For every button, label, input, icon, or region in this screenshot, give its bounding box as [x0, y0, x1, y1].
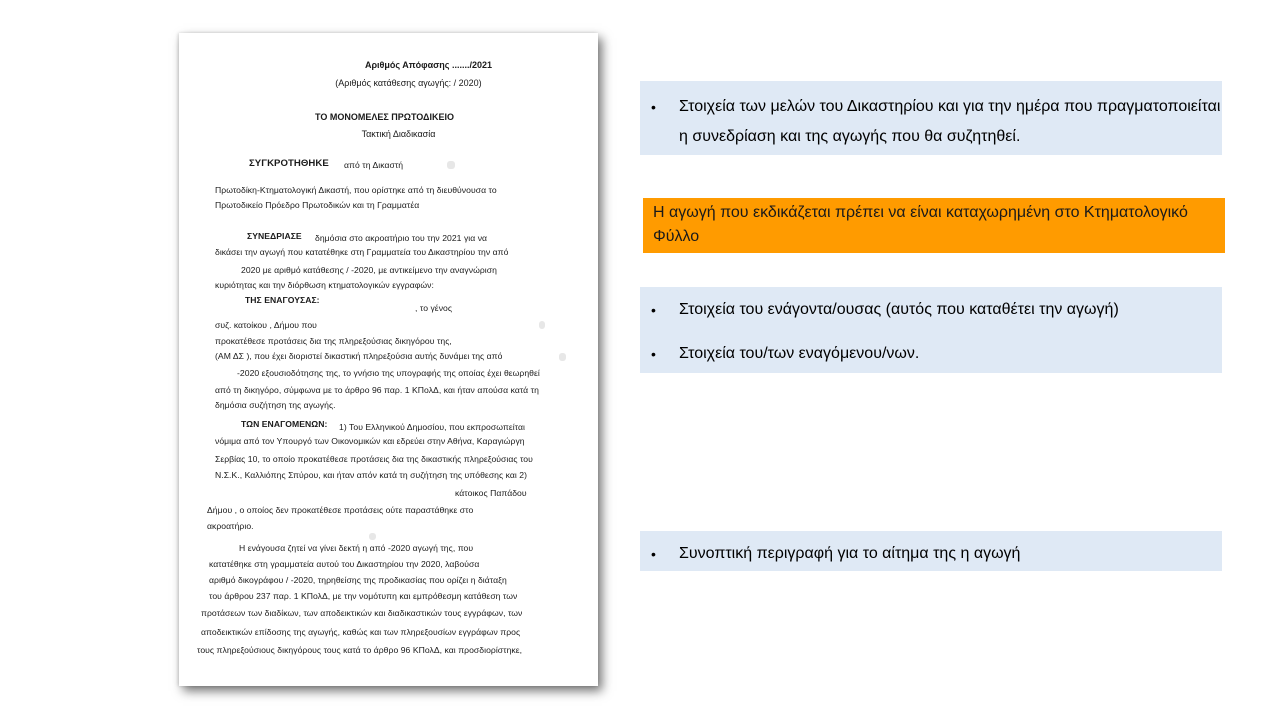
doc-line: Πρωτοδικείο Πρόεδρο Πρωτοδικών και τη Γραμματέα [215, 200, 420, 210]
doc-line: Η ενάγουσα ζητεί να γίνει δεκτή η από -2020 αγωγή της, που [239, 543, 474, 553]
doc-line: 1) Του Ελληνικού Δημοσίου, που εκπροσωπείται [339, 422, 525, 432]
callout-text: Η αγωγή που εκδικάζεται πρέπει να είναι καταχωρημένη στο Κτηματολογικό Φύλλο [653, 204, 1188, 245]
doc-line: (ΑΜ ΔΣ ), που έχει διοριστεί δικαστική πληρεξούσια αυτής δυνάμει της από [215, 351, 503, 361]
doc-line: , το γένος [415, 303, 453, 313]
bullet-list [640, 297, 1222, 367]
bullet-icon: • [651, 546, 656, 562]
doc-line: αριθμό δικογράφου / -2020, τηρηθείσης της προδικασίας που ορίζει η διάταξη [209, 575, 507, 585]
doc-line: Ν.Σ.Κ., Καλλιόπης Σπύρου, και ήταν απόν κατά τη συζήτηση της υπόθεσης και 2) [215, 470, 528, 480]
doc-line: κάτοικος Παπάδου [455, 488, 527, 498]
bullet-text: Στοιχεία του/των εναγόμενου/νων. [679, 345, 920, 362]
doc-heading-composition: ΣΥΓΚΡΟΤΗΘΗΚΕ [249, 158, 329, 169]
court-name: ΤΟ ΜΟΝΟΜΕΛΕΣ ΠΡΩΤΟΔΙΚΕΙΟ [314, 112, 455, 122]
callout-claim-summary [640, 531, 1222, 571]
doc-line: δικάσει την αγωγή που κατατέθηκε στη Γραμματεία του Δικαστηρίου την από [215, 247, 509, 257]
filing-number: (Αριθμός κατάθεσης αγωγής: / 2020) [335, 78, 482, 88]
procedure-type: Τακτική Διαδικασία [361, 129, 436, 139]
bullet-icon: • [651, 99, 656, 115]
bullet-text: Συνοπτική περιγραφή για το αίτημα της η αγωγή [679, 545, 1021, 562]
redaction-mark [539, 321, 545, 329]
callout-parties [640, 287, 1222, 373]
scanned-court-decision [179, 33, 598, 686]
doc-line: συζ. κατοίκου , Δήμου που [215, 320, 317, 330]
doc-line: από τη δικηγόρο, σύμφωνα με το άρθρο 96 παρ. 1 ΚΠολΔ, και ήταν απούσα κατά τη [215, 385, 539, 395]
bullet-item [640, 341, 1222, 367]
doc-line: Σερβίας 10, το οποίο προκατέθεσε προτάσεις δια της δικαστικής πληρεξούσιας του [215, 454, 533, 464]
doc-heading-session: ΣΥΝΕΔΡΙΑΣΕ [247, 231, 302, 241]
decision-number: Αριθμός Απόφασης ......./2021 [364, 60, 492, 70]
doc-line: δημόσια συζήτηση της αγωγής. [215, 400, 336, 410]
bullet-list [640, 92, 1222, 152]
bullet-icon: • [651, 346, 656, 362]
doc-line: τους πληρεξούσιους δικηγόρους τους κατά το άρθρο 96 ΚΠολΔ, και προσδιορίστηκε, [197, 645, 523, 655]
bullet-item [640, 541, 1222, 567]
doc-line: προκατέθεσε προτάσεις δια της πληρεξούσιας δικηγόρου της, [215, 336, 452, 346]
doc-line: του άρθρου 237 παρ. 1 ΚΠολΔ, με την νομότυπη και εμπρόθεσμη κατάθεση των [209, 591, 518, 601]
doc-line: Δήμου , ο οποίος δεν προκατέθεσε προτάσεις ούτε παραστάθηκε στο [207, 505, 474, 515]
doc-line: αποδεικτικών επίδοσης της αγωγής, καθώς και των πληρεξουσίων εγγράφων προς [201, 627, 521, 637]
bullet-item [640, 92, 1222, 152]
doc-line: κατατέθηκε στη γραμματεία αυτού του Δικαστηρίου την 2020, λαβούσα [209, 559, 480, 569]
doc-line: κυριότητας και την διόρθωση κτηματολογικών εγγραφών: [215, 280, 434, 290]
doc-line: από τη Δικαστή [344, 160, 404, 170]
redaction-mark [559, 353, 566, 361]
bullet-list [640, 541, 1222, 567]
doc-line: ακροατήριο. [207, 521, 254, 531]
bullet-text: Στοιχεία του ενάγοντα/ουσας (αυτός που καταθέτει την αγωγή) [679, 301, 1119, 318]
doc-line: προτάσεων των διαδίκων, των αποδεικτικών και διαδικαστικών τους εγγράφων, των [201, 608, 523, 618]
doc-line: 2020 με αριθμό κατάθεσης / -2020, με αντικείμενο την αναγνώριση [241, 265, 497, 275]
callout-court-members [640, 81, 1222, 155]
callout-land-registry-note [643, 198, 1225, 253]
bullet-item [640, 297, 1222, 323]
redaction-mark [369, 533, 376, 540]
doc-heading-defendants: ΤΩΝ ΕΝΑΓΟΜΕΝΩΝ: [241, 419, 328, 429]
doc-line: νόμιμα από τον Υπουργό των Οικονομικών και εδρεύει στην Αθήνα, Καραγιώργη [215, 436, 525, 446]
doc-line: -2020 εξουσιοδότησης της, το γνήσιο της υπογραφής της οποίας έχει θεωρηθεί [237, 368, 540, 378]
bullet-text: Στοιχεία των μελών του Δικαστηρίου και για την ημέρα που πραγματοποιείται η συνεδρίαση και της αγωγής που θα συζητηθεί. [679, 98, 1221, 145]
doc-line: δημόσια στο ακροατήριο του την 2021 για να [315, 233, 488, 243]
bullet-icon: • [651, 302, 656, 318]
doc-line: Πρωτοδίκη-Κτηματολογική Δικαστή, που ορίστηκε από τη διευθύνουσα το [215, 185, 497, 195]
doc-heading-plaintiff: ΤΗΣ ΕΝΑΓΟΥΣΑΣ: [245, 295, 320, 305]
redaction-mark [447, 161, 455, 169]
